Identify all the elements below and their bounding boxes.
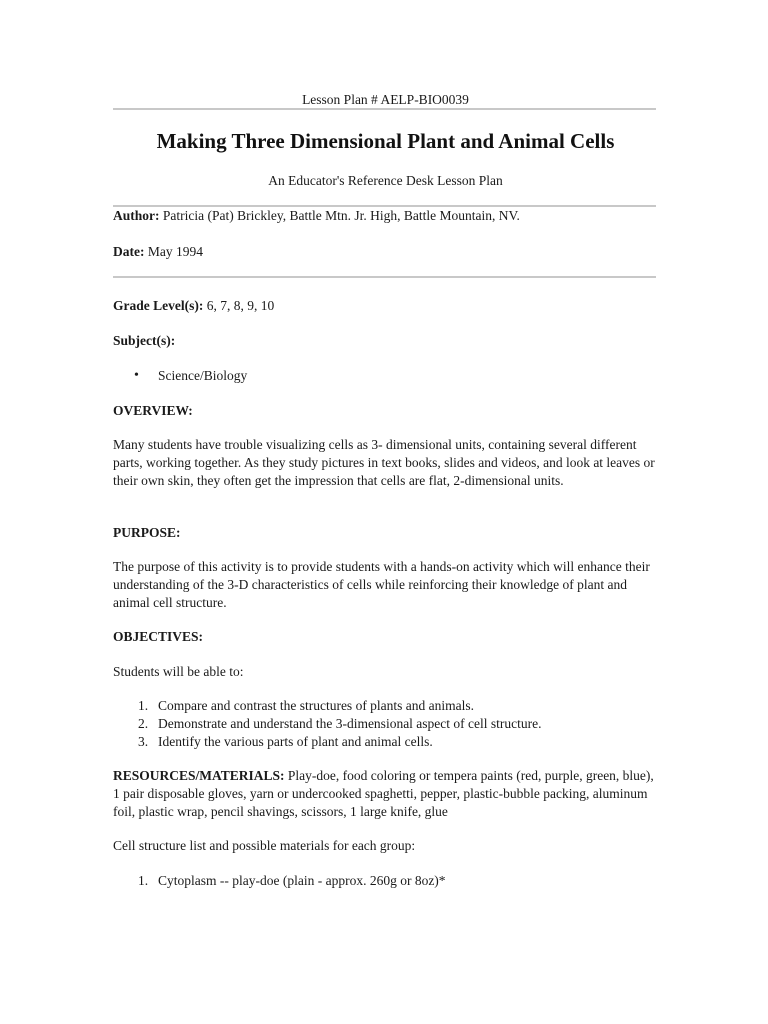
purpose-text: The purpose of this activity is to provide students with a hands-on activity which will enhance their understanding of the 3-D characteristics of cells while reinforcing their knowledge of plant and animal cell structure. (113, 559, 650, 610)
purpose-heading: PURPOSE: (113, 525, 181, 540)
author-line (113, 207, 658, 225)
objectives-intro: Students will be able to: (113, 664, 244, 679)
list-number: 1. (138, 873, 149, 888)
meta-divider (113, 276, 656, 278)
overview-text: Many students have trouble visualizing cells as 3- dimensional units, containing several different parts, working together. As they study pictures in text books, slides and videos, and look at leaves or their own skin, they often get the impression that cells are flat, 2-dimensional units. (113, 437, 655, 488)
lesson-plan-number: Lesson Plan # AELP-BIO0039 (302, 92, 469, 107)
objectives-list (113, 697, 658, 751)
header-divider (113, 108, 656, 110)
list-item (113, 733, 658, 751)
date-value: May 1994 (147, 244, 203, 259)
list-number: 3. (138, 734, 149, 749)
grade-levels-label: Grade Level(s): (113, 298, 204, 313)
list-item: • Science/Biology (113, 367, 658, 385)
list-item-text: Compare and contrast the structures of plants and animals. (158, 698, 475, 713)
date-line (113, 243, 658, 261)
cell-structure-list (113, 872, 658, 890)
author-label: Author: (113, 208, 160, 223)
list-item (113, 872, 658, 890)
page-title: Making Three Dimensional Plant and Animal Cells (156, 129, 615, 153)
author-value: Patricia (Pat) Brickley, Battle Mtn. Jr. High, Battle Mountain, NV. (162, 208, 520, 223)
subjects-list (113, 367, 658, 385)
list-item-text: Identify the various parts of plant and animal cells. (158, 734, 433, 749)
objectives-heading: OBJECTIVES: (113, 629, 204, 644)
list-item-text: Cytoplasm -- play-doe (plain - approx. 260g or 8oz)* (158, 873, 446, 888)
resources-text: Play-doe, food coloring or tempera paints (red, purple, green, blue), 1 pair disposable gloves, yarn or undercooked spaghetti, pepper, plastic-bubble packing, aluminum foil, plastic wrap, pencil shavings, scissors, 1 large knife, glue (113, 768, 654, 819)
resources-label: RESOURCES/MATERIALS: (113, 768, 285, 783)
subjects-label: Subject(s): (113, 333, 176, 348)
overview-heading: OVERVIEW: (113, 403, 193, 418)
grade-levels-value: 6, 7, 8, 9, 10 (206, 298, 275, 313)
grade-levels-line (113, 297, 658, 315)
page-subtitle: An Educator's Reference Desk Lesson Plan (268, 173, 503, 188)
list-item (113, 715, 658, 733)
date-label: Date: (113, 244, 145, 259)
list-number: 2. (138, 716, 149, 731)
list-item (113, 697, 658, 715)
list-item-text: Demonstrate and understand the 3-dimensional aspect of cell structure. (158, 716, 542, 731)
list-number: 1. (138, 698, 149, 713)
resources-paragraph (113, 767, 658, 821)
cell-structure-intro: Cell structure list and possible materials for each group: (113, 838, 416, 853)
